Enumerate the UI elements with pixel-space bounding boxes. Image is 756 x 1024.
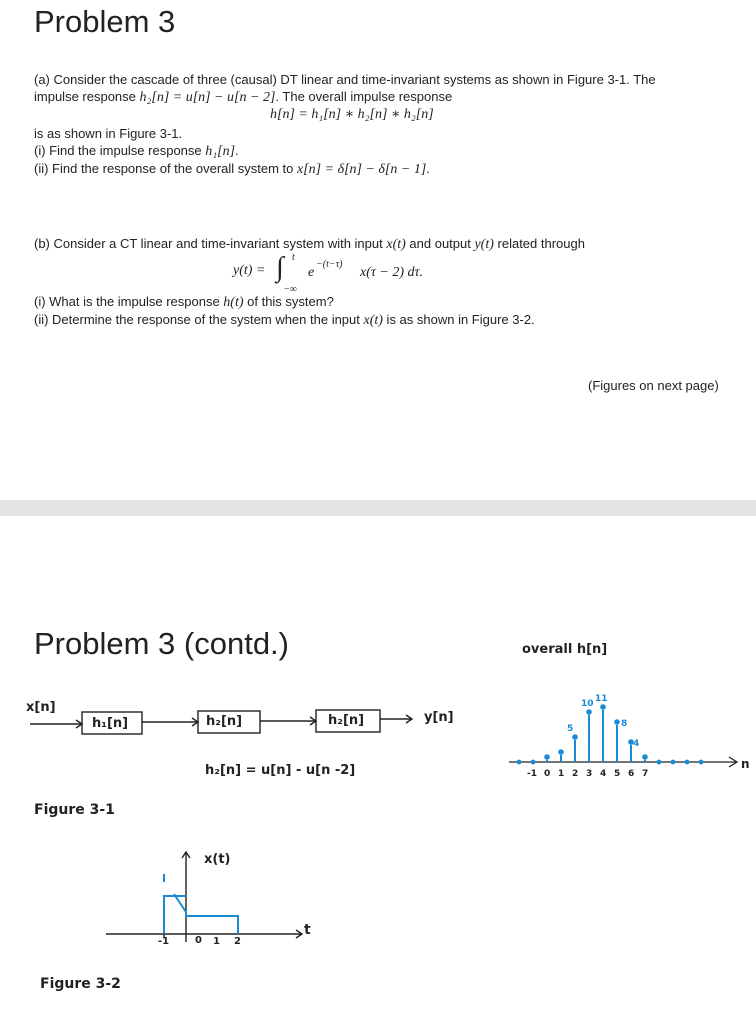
stem-tick-label: 1: [558, 769, 565, 779]
integral-rest: x(τ − 2) dτ.: [360, 265, 424, 280]
part-a-line-3: is as shown in Figure 3-1.: [34, 126, 183, 141]
exp-base: e: [308, 265, 315, 280]
t-axis-label: t: [304, 922, 311, 938]
overall-impulse-equation: h[n] = h₁[n] ∗ h₂[n] ∗ h₂[n]: [270, 107, 434, 122]
figures-note: (Figures on next page): [588, 378, 719, 393]
block-1-label: h₁[n]: [92, 716, 129, 731]
stem-value-label-4: 4: [633, 739, 640, 749]
page-2-title: Problem 3 (contd.): [34, 626, 289, 661]
part-b-q1-math: h(t): [223, 295, 244, 310]
stem-point-n-1: [531, 760, 536, 765]
stem-value-label-10: 10: [581, 699, 594, 709]
stem-point-n5: [614, 719, 620, 725]
part-b-q2-text: (ii) Determine the response of the system when the input: [34, 312, 364, 327]
stem-point-n0: [544, 754, 550, 760]
stem-tick-label: -1: [527, 769, 537, 779]
x-t-segment-left: [164, 896, 186, 934]
integral-lhs: y(t) =: [233, 263, 266, 278]
part-b-line-1-mid: and output: [405, 236, 475, 251]
stem-point-n-2: [517, 760, 522, 765]
part-a-q2-math: x[n] = δ[n] − δ[n − 1]: [297, 162, 427, 177]
part-b-question-1: [34, 294, 334, 311]
exp-power: −(t−τ): [316, 259, 343, 270]
stem-axis-n-label: n: [741, 757, 750, 771]
stem-point-n9: [671, 760, 676, 765]
stem-tick-label: 7: [642, 769, 649, 779]
stem-point-n8: [657, 760, 662, 765]
stem-value-label-8: 8: [621, 719, 628, 729]
block-diagram-lines: [20, 692, 490, 762]
part-a-line-2: [34, 89, 452, 106]
part-a-q2-text: (ii) Find the response of the overall system to: [34, 161, 298, 176]
stem-tick-label: 6: [628, 769, 635, 779]
stem-point-n10: [685, 760, 690, 765]
figure-3-1-caption: Figure 3-1: [34, 802, 115, 818]
stem-point-n3: [586, 709, 592, 715]
part-b-line-1-text: (b) Consider a CT linear and time-invariant system with input: [34, 236, 387, 251]
h2-definition: h₂[n] = u[n] − u[n − 2]: [139, 90, 276, 105]
part-a-q2-tail: .: [426, 161, 430, 176]
stem-tick-label: 3: [586, 769, 593, 779]
output-label: y[n]: [424, 710, 454, 725]
fig32-tick-1: 1: [213, 936, 220, 947]
block-2-label: h₂[n]: [206, 714, 243, 729]
part-a-line-1: (a) Consider the cascade of three (causal) DT linear and time-invariant systems as shown in Figure 3-1. The: [34, 72, 656, 87]
page-2: [0, 516, 756, 1024]
page-separator: [0, 500, 756, 516]
page-title: Problem 3: [34, 4, 176, 39]
input-label: x[n]: [26, 700, 56, 715]
part-a-line-2-tail: . The overall impulse response: [275, 89, 453, 104]
part-a-q1-text: (i) Find the impulse response: [34, 143, 206, 158]
integral-lower-limit: −∞: [284, 284, 297, 295]
part-a-q1-tail: .: [235, 143, 239, 158]
h2-handwritten-definition: h₂[n] = u[n] - u[n -2]: [205, 763, 356, 778]
stem-value-label-5: 5: [567, 724, 574, 734]
stem-point-n7: [642, 754, 648, 760]
integral-upper-limit: t: [292, 252, 295, 263]
stem-value-label-11: 11: [595, 694, 608, 704]
x-t-ramp-mark: [174, 894, 186, 916]
stem-plot-svg: [505, 656, 755, 796]
fig32-tick-minus-1: -1: [158, 936, 170, 947]
part-b-q2-math: x(t): [363, 313, 383, 328]
stem-tick-label: 2: [572, 769, 579, 779]
part-b-input-symbol: x(t): [386, 237, 406, 252]
part-a-question-1: [34, 143, 239, 160]
stem-tick-label: 4: [600, 769, 607, 779]
integral-sign: ∫: [276, 252, 284, 283]
part-a-q1-math: h₁[n]: [205, 144, 236, 159]
stem-point-n2: [572, 734, 578, 740]
block-3-label: h₂[n]: [328, 713, 365, 728]
part-b-q2-tail: is as shown in Figure 3-2.: [382, 312, 535, 327]
figure-3-2-caption: Figure 3-2: [40, 976, 121, 992]
part-b-question-2: [34, 312, 535, 329]
part-b-q1-tail: of this system?: [243, 294, 334, 309]
x-t-segment-right: [186, 916, 238, 934]
part-b-line-1-tail: related through: [493, 236, 585, 251]
fig32-tick-0: 0: [195, 935, 202, 946]
part-b-line-1: [34, 236, 585, 253]
fig32-tick-2: 2: [234, 936, 241, 947]
stem-point-n4: [600, 704, 606, 710]
part-a-line-2-text: impulse response: [34, 89, 140, 104]
stem-point-n1: [558, 749, 564, 755]
part-b-output-symbol: y(t): [474, 237, 494, 252]
overall-plot-title: overall h[n]: [522, 642, 608, 657]
part-a-question-2: [34, 161, 430, 178]
page-1: [0, 0, 756, 500]
stem-point-n11: [699, 760, 704, 765]
part-b-q1-text: (i) What is the impulse response: [34, 294, 224, 309]
stem-tick-label: 0: [544, 769, 551, 779]
x-t-label: x(t): [204, 852, 231, 867]
stem-tick-label: 5: [614, 769, 621, 779]
